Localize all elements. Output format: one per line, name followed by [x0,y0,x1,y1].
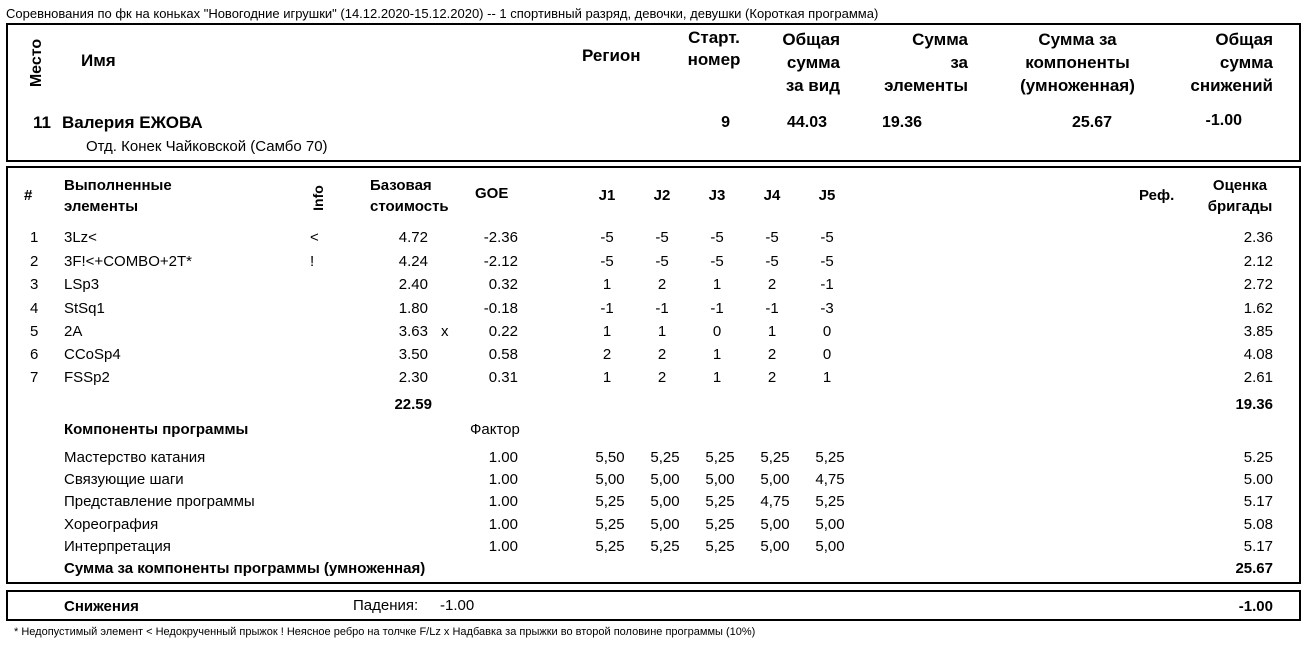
element-judge-4-score: -5 [765,253,779,270]
component-judge-5-score: 5,25 [815,493,845,510]
component-name: Связующие шаги [64,471,184,488]
element-judge-2-score: 1 [657,323,667,340]
elements-score-header: Сумма за элементы [884,30,968,95]
component-judge-5-score: 4,75 [815,471,845,488]
region-header: Регион [582,46,641,65]
element-judge-5-score: 0 [822,346,832,363]
component-judge-4-score: 5,00 [760,538,790,555]
goe-header: GOE [475,185,509,202]
element-judge-4-score: -1 [765,300,779,317]
component-name: Мастерство катания [64,449,206,466]
elements-header: Выполненные элементы [64,177,172,215]
element-goe: 0.22 [488,323,518,340]
info-header: Info [309,185,326,211]
components-score-header: Сумма за компоненты (умноженная) [1020,30,1135,95]
element-goe: -2.12 [483,253,518,270]
page-title: Соревнования по фк на коньках "Новогодние игрушки" (14.12.2020-15.12.2020) -- 1 спортивный разряд, девочки, девушки (Короткая программа) [6,6,879,21]
j5-header: J5 [818,187,836,204]
element-name: StSq1 [64,300,105,317]
component-judge-3-score: 5,25 [705,516,735,533]
component-judge-2-score: 5,00 [650,471,680,488]
factor-header: Фактор [470,421,520,438]
element-judge-5-score: 1 [822,369,832,386]
element-goe: 0.31 [488,369,518,386]
element-goe: 0.32 [488,276,518,293]
element-info: ! [310,253,315,270]
element-judge-2-score: 2 [657,346,667,363]
j4-header: J4 [763,187,781,204]
element-panel-score: 2.61 [1243,369,1273,386]
element-judge-1-score: 1 [602,276,612,293]
component-judge-2-score: 5,00 [650,516,680,533]
element-judge-5-score: -5 [820,253,834,270]
component-judge-2-score: 5,25 [650,538,680,555]
component-factor: 1.00 [488,538,518,555]
falls-value: -1.00 [440,597,475,614]
element-name: 3F!<+COMBO+2T* [64,253,192,270]
component-panel-score: 5.08 [1243,516,1273,533]
element-panel-score: 2.12 [1243,253,1273,270]
total-score-header: Общая сумма за вид [782,30,840,95]
j1-header: J1 [598,187,616,204]
skater-tes: 19.36 [881,114,922,131]
component-panel-score: 5.17 [1243,538,1273,555]
element-name: 3Lz< [64,229,97,246]
skater-total: 44.03 [786,114,827,131]
skater-club: Отд. Конек Чайковской (Самбо 70) [86,138,328,155]
element-judge-4-score: -5 [765,229,779,246]
element-judge-3-score: 1 [712,346,722,363]
j3-header: J3 [708,187,726,204]
element-panel-score: 3.85 [1243,323,1273,340]
element-base-value: 4.72 [398,229,428,246]
skater-place: 11 [33,113,51,132]
element-judge-2-score: -5 [655,253,669,270]
component-judge-1-score: 5,25 [595,538,625,555]
element-judge-5-score: -5 [820,229,834,246]
component-judge-1-score: 5,25 [595,516,625,533]
element-judge-2-score: -5 [655,229,669,246]
element-base-value: 3.63 [398,323,428,340]
element-judge-1-score: 1 [602,323,612,340]
component-judge-3-score: 5,25 [705,538,735,555]
element-bonus-mark: x [441,323,449,340]
element-number: 7 [30,369,39,386]
j2-header: J2 [653,187,671,204]
component-judge-4-score: 5,00 [760,516,790,533]
element-goe: -2.36 [483,229,518,246]
element-name: CCoSp4 [64,346,121,363]
component-judge-5-score: 5,25 [815,449,845,466]
component-judge-4-score: 5,00 [760,471,790,488]
element-name: FSSp2 [64,369,110,386]
component-name: Хореография [64,516,159,533]
component-factor: 1.00 [488,493,518,510]
component-judge-1-score: 5,50 [595,449,625,466]
component-judge-2-score: 5,25 [650,449,680,466]
footnote: * Недопустимый элемент < Недокрученный прыжок ! Неясное ребро на толчке F/Lz x Надбавка за прыжки во второй половине программы (10%) [14,626,756,638]
element-panel-score: 2.36 [1243,229,1273,246]
element-number: 6 [30,346,39,363]
element-judge-1-score: -1 [600,300,614,317]
component-factor: 1.00 [488,516,518,533]
name-header: Имя [81,51,116,70]
ref-header: Реф. [1139,187,1175,204]
component-panel-score: 5.17 [1243,493,1273,510]
element-name: 2A [64,323,83,340]
component-judge-3-score: 5,25 [705,493,735,510]
falls-label: Падения: [353,597,419,614]
component-judge-4-score: 4,75 [760,493,790,510]
component-judge-5-score: 5,00 [815,538,845,555]
element-name: LSp3 [64,276,100,293]
base-value-header: Базовая стоимость [370,177,449,215]
components-title: Компоненты программы [64,421,249,438]
element-judge-4-score: 2 [767,346,777,363]
element-number: 5 [30,323,39,340]
element-panel-score: 1.62 [1243,300,1273,317]
component-judge-1-score: 5,00 [595,471,625,488]
element-judge-1-score: 1 [602,369,612,386]
panel-score-header: Оценка бригады [1207,177,1273,215]
element-info: < [310,229,319,246]
component-judge-3-score: 5,25 [705,449,735,466]
element-judge-2-score: 2 [657,276,667,293]
skater-deductions: -1.00 [1205,112,1242,129]
skater-start-number: 9 [721,114,730,131]
element-judge-5-score: -3 [820,300,834,317]
element-judge-3-score: 1 [712,276,722,293]
element-base-value: 2.40 [398,276,428,293]
element-judge-5-score: 0 [822,323,832,340]
component-panel-score: 5.00 [1243,471,1273,488]
element-judge-3-score: 1 [712,369,722,386]
element-base-value: 4.24 [398,253,428,270]
element-panel-score: 4.08 [1243,346,1273,363]
element-judge-4-score: 2 [767,276,777,293]
element-number: 3 [30,276,39,293]
num-header: # [24,187,33,204]
start-number-header: Старт. номер [687,28,741,69]
element-judge-4-score: 2 [767,369,777,386]
deductions-header: Общая сумма снижений [1190,30,1273,95]
element-judge-4-score: 1 [767,323,777,340]
element-judge-3-score: -1 [710,300,724,317]
element-base-value: 1.80 [398,300,428,317]
place-header: Место [28,38,46,88]
component-factor: 1.00 [488,471,518,488]
element-base-value: 3.50 [398,346,428,363]
element-judge-2-score: -1 [655,300,669,317]
element-judge-1-score: -5 [600,253,614,270]
element-number: 2 [30,253,39,270]
component-factor: 1.00 [488,449,518,466]
elements-score-total: 19.36 [1235,396,1273,413]
component-judge-5-score: 5,00 [815,516,845,533]
components-sum-label: Сумма за компоненты программы (умноженная) [64,560,426,577]
element-panel-score: 2.72 [1243,276,1273,293]
component-name: Интерпретация [64,538,171,555]
deductions-total: -1.00 [1238,598,1273,615]
element-judge-3-score: -5 [710,229,724,246]
element-judge-3-score: -5 [710,253,724,270]
element-judge-5-score: -1 [820,276,834,293]
element-judge-3-score: 0 [712,323,722,340]
components-sum-value: 25.67 [1235,560,1273,577]
element-judge-1-score: 2 [602,346,612,363]
element-number: 4 [30,300,39,317]
element-goe: -0.18 [483,300,518,317]
element-goe: 0.58 [488,346,518,363]
skater-pcs: 25.67 [1071,114,1112,131]
deductions-box [6,590,1301,621]
component-judge-1-score: 5,25 [595,493,625,510]
element-number: 1 [30,229,39,246]
element-judge-2-score: 2 [657,369,667,386]
skater-name: Валерия ЕЖОВА [62,113,203,132]
component-judge-2-score: 5,00 [650,493,680,510]
component-panel-score: 5.25 [1243,449,1273,466]
base-value-total: 22.59 [394,396,432,413]
element-base-value: 2.30 [398,369,428,386]
component-judge-3-score: 5,00 [705,471,735,488]
component-judge-4-score: 5,25 [760,449,790,466]
element-judge-1-score: -5 [600,229,614,246]
component-name: Представление программы [64,493,255,510]
deductions-label: Снижения [64,598,139,615]
